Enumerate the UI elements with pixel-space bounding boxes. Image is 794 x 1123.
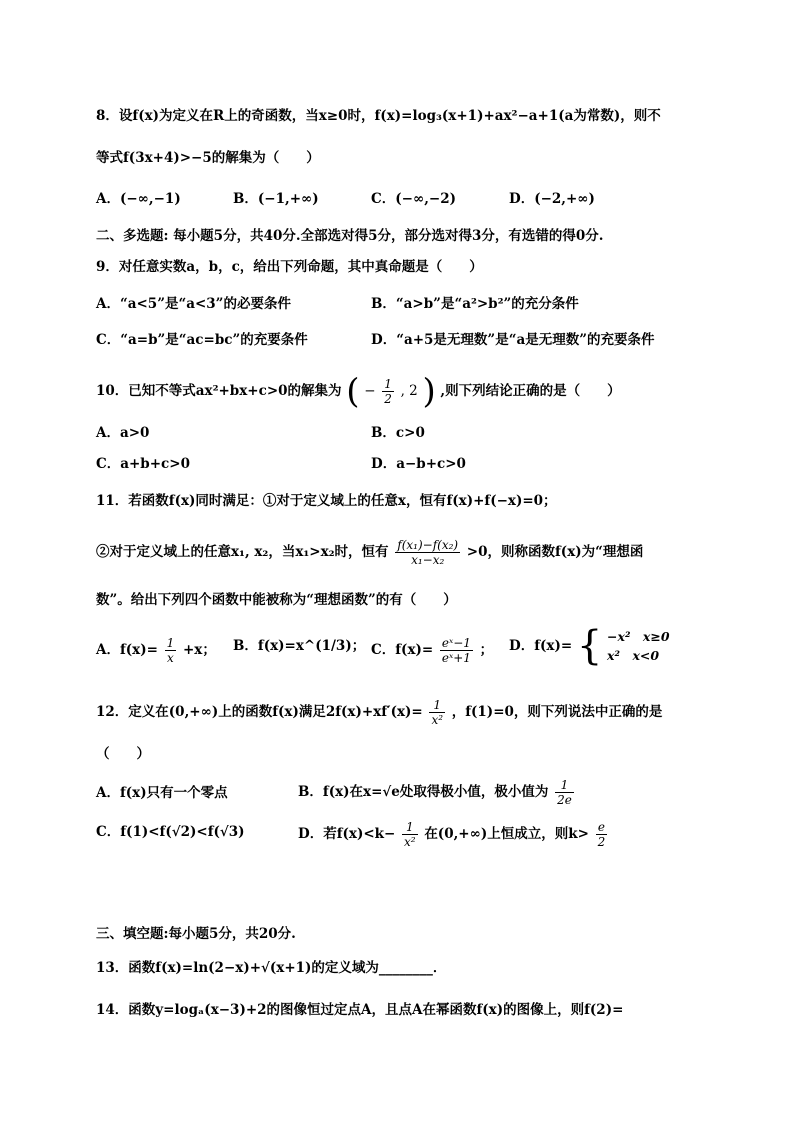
q12-optD-mid: 在(0,+∞)上恒成立，则k> [424, 826, 589, 842]
q12-optD-num2: e [596, 820, 608, 835]
q10-frac-den: 2 [384, 392, 392, 406]
q11-optC-num: eˣ−1 [441, 636, 471, 650]
q11-optA-num: 1 [166, 636, 175, 650]
q12-line1 [96, 698, 662, 727]
q12-optD-num: 1 [402, 820, 418, 835]
q11-optC-post: ； [479, 642, 494, 658]
q12-option-a: A．f(x)只有一个零点 [96, 785, 228, 801]
q13-stem: 13．函数f(x)=ln(2−x)+√(x+1)的定义域为________． [96, 960, 447, 976]
q8-option-b: B．(−1,+∞) [233, 191, 319, 207]
q11-option-d [509, 623, 670, 669]
q12-optB-den: 2e [557, 793, 572, 807]
q10-frac-num: 1 [384, 377, 392, 391]
q11-optD-piece1: −x² x≥0 [607, 629, 670, 644]
q11-line2-post: >0，则称函数f(x)为“理想函 [466, 544, 644, 560]
q12-line2: （ ） [96, 746, 150, 762]
q11-optC-pre: C．f(x)= [371, 642, 434, 658]
q10-stem [96, 371, 621, 412]
q12-frac-num: 1 [429, 698, 445, 713]
q14-stem: 14．函数y=logₐ(x−3)+2的图像恒过定点A，且点A在幂函数f(x)的图像上，则f(2)= [96, 1002, 624, 1018]
q10-option-c: C．a+b+c>0 [96, 456, 190, 472]
q12-optD-fraction2 [596, 820, 608, 849]
q11-optA-post: +x； [182, 642, 216, 658]
q12-optD-pre: D．若f(x)<k− [298, 826, 396, 842]
q10-fraction [382, 377, 394, 406]
q12-optB-fraction [555, 778, 574, 807]
q12-frac-den: x² [431, 713, 444, 727]
q10-minus: − [364, 383, 376, 399]
q12-option-c: C．f(1)<f(√2)<f(√3) [96, 824, 245, 840]
q12-optD-den: x² [404, 835, 416, 849]
q12-line1-pre: 12．定义在(0,+∞)上的函数f(x)满足2f(x)+xf′(x)= [96, 704, 423, 720]
q11-optD-pieces [607, 627, 670, 665]
q11-optC-den: eˣ+1 [441, 651, 471, 665]
section3-header: 三、填空题:每小题5分，共20分. [96, 926, 296, 942]
q12-fraction [429, 698, 445, 727]
q12-optD-den2: 2 [597, 835, 606, 849]
q11-optD-brace: { [576, 623, 603, 669]
q12-line1-post: ，f(1)=0，则下列说法中正确的是 [451, 704, 663, 720]
q12-optB-num: 1 [555, 778, 574, 793]
q8-line2: 等式f(3x+4)>−5的解集为（ ） [96, 150, 320, 166]
q11-fraction [395, 538, 460, 567]
q11-line3: 数”。给出下列四个函数中能被称为“理想函数”的有（ ） [96, 592, 457, 608]
q8-option-c: C．(−∞,−2) [371, 191, 456, 207]
q11-line2 [96, 538, 643, 567]
q11-option-c [371, 636, 493, 665]
q9-stem: 9．对任意实数a，b，c，给出下列命题，其中真命题是（ ） [96, 259, 483, 275]
q12-optD-fraction [402, 820, 418, 849]
q9-option-b: B．“a>b”是“a²>b²”的充分条件 [371, 296, 579, 312]
q11-optA-den: x [167, 651, 174, 665]
q10-interval-rest: , 2 [400, 383, 418, 399]
q11-option-b: B．f(x)=x^(1/3)； [233, 638, 366, 654]
q11-line1: 11．若函数f(x)同时满足：①对于定义域上的任意x，恒有f(x)+f(−x)=0； [96, 493, 557, 509]
q11-optA-fraction [165, 636, 177, 665]
q10-stem-pre: 10．已知不等式ax²+bx+c>0的解集为 [96, 383, 342, 399]
q10-interval-close: ) [422, 371, 436, 412]
q11-optA-pre: A．f(x)= [96, 642, 158, 658]
q8-option-a: A．(−∞,−1) [96, 191, 181, 207]
q9-option-c: C．“a=b”是“ac=bc”的充要条件 [96, 332, 308, 348]
q9-option-a: A．“a<5”是“a<3”的必要条件 [96, 296, 291, 312]
q10-option-d: D．a−b+c>0 [371, 456, 466, 472]
q10-option-a: A．a>0 [96, 425, 150, 441]
q11-line2-pre: ②对于定义域上的任意x₁, x₂，当x₁>x₂时，恒有 [96, 544, 389, 560]
q11-option-a [96, 636, 216, 665]
q9-option-d: D．“a+5是无理数”是“a是无理数”的充要条件 [371, 332, 655, 348]
q12-option-b [298, 778, 576, 807]
q10-interval-open: ( [346, 371, 360, 412]
q10-option-b: B．c>0 [371, 425, 425, 441]
q11-frac-den: x₁−x₂ [411, 553, 445, 567]
q12-optB-pre: B．f(x)在x=√e处取得极小值，极小值为 [298, 784, 549, 800]
q12-option-d [298, 820, 609, 849]
section2-header: 二、多选题: 每小题5分，共40分.全部选对得5分，部分选对得3分，有选错的得0分. [96, 228, 604, 244]
q11-optC-fraction [440, 636, 473, 665]
q8-option-d: D．(−2,+∞) [509, 191, 595, 207]
q11-frac-num: f(x₁)−f(x₂) [397, 538, 459, 552]
q10-stem-post: ,则下列结论正确的是（ ） [440, 383, 621, 399]
q11-optD-pre: D．f(x)= [509, 638, 573, 654]
q8-line1: 8．设f(x)为定义在R上的奇函数，当x≥0时，f(x)=log₃(x+1)+ax²−a+1(a为常数)，则不 [96, 108, 661, 124]
q11-optD-piece2: x² x<0 [607, 648, 660, 663]
